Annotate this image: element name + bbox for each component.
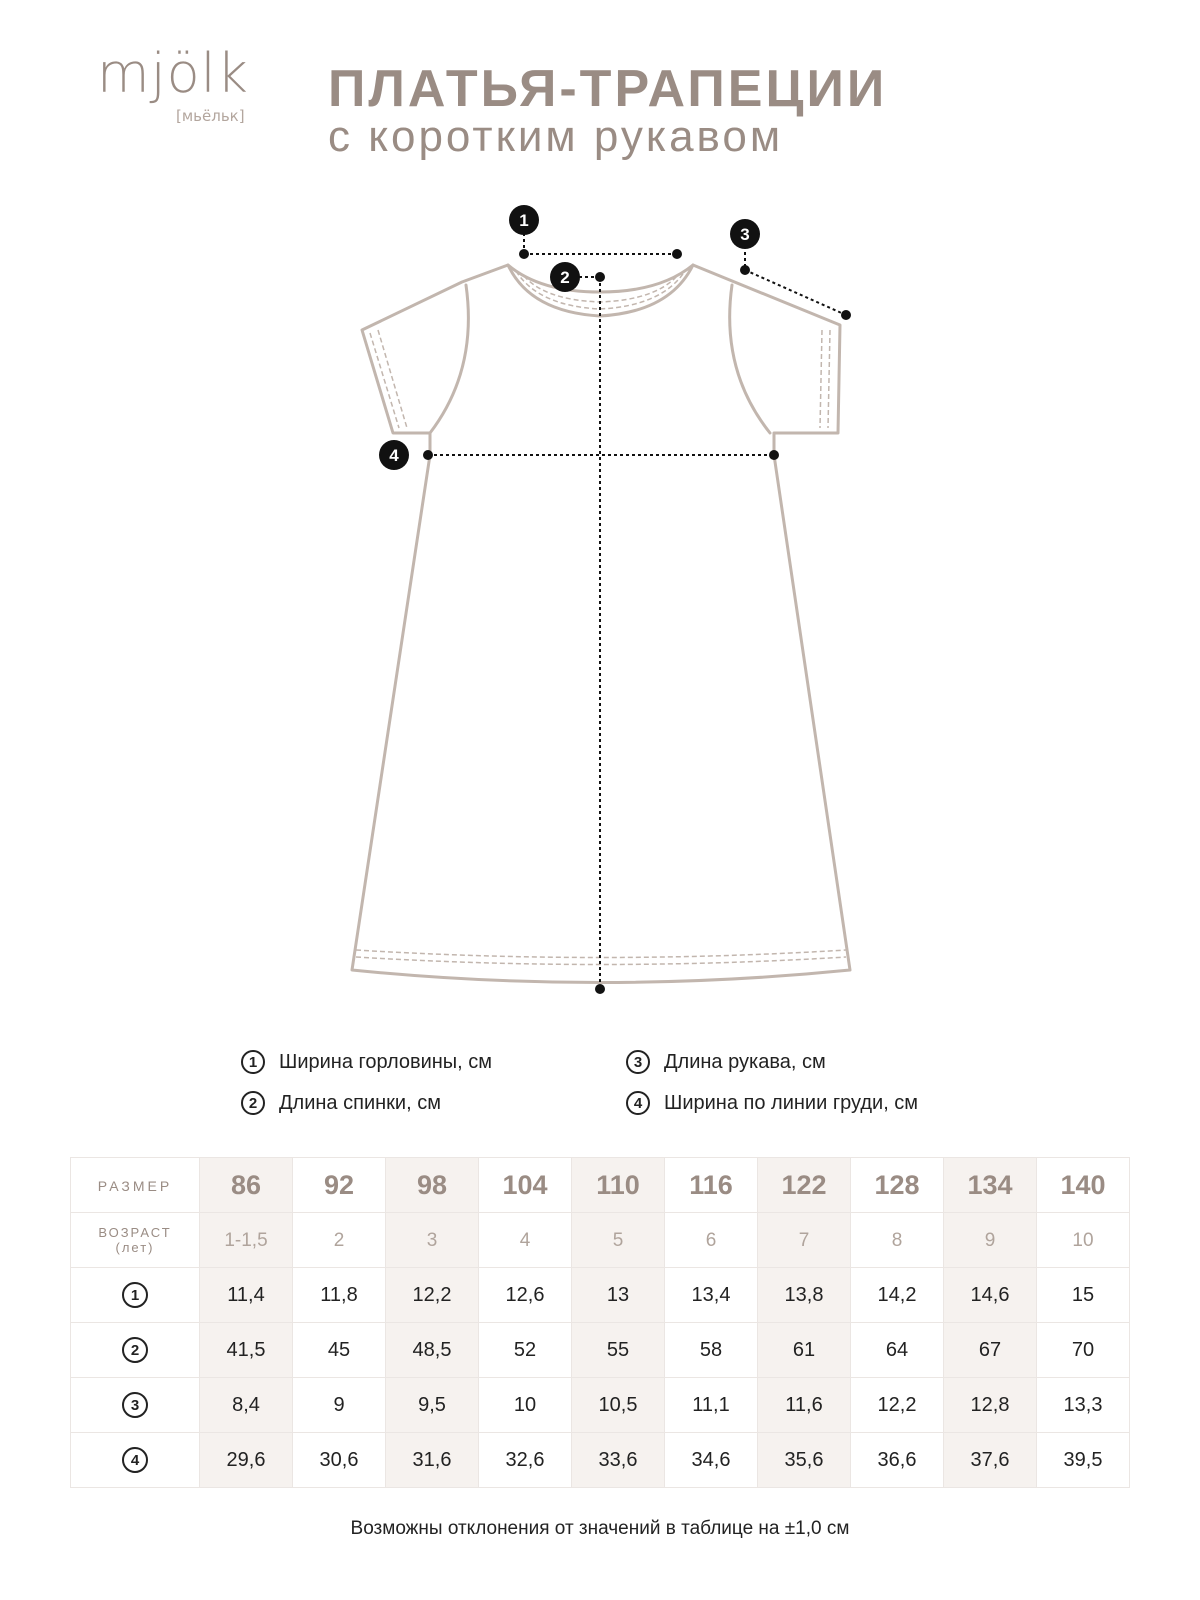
value-cell: 32,6: [479, 1433, 572, 1488]
neck-point-left: [519, 249, 529, 259]
value-cell: 11,6: [758, 1378, 851, 1433]
back-point-bottom: [595, 984, 605, 994]
legend-item-back-length: [241, 1091, 441, 1115]
value-cell: 34,6: [665, 1433, 758, 1488]
value-cell: 10: [479, 1378, 572, 1433]
age-cell: 3: [386, 1213, 479, 1268]
age-header: ВОЗРАСТ (лет): [71, 1213, 200, 1268]
value-cell: 11,4: [200, 1268, 293, 1323]
value-cell: 55: [572, 1323, 665, 1378]
value-cell: 30,6: [293, 1433, 386, 1488]
legend-text: Длина рукава, см: [664, 1050, 826, 1073]
age-cell: 6: [665, 1213, 758, 1268]
sleeve-point-top: [740, 265, 750, 275]
chest-point-left: [423, 450, 433, 460]
sleeve-point-end: [841, 310, 851, 320]
page-title: ПЛАТЬЯ-ТРАПЕЦИИ: [328, 60, 888, 118]
value-cell: 35,6: [758, 1433, 851, 1488]
value-cell: 58: [665, 1323, 758, 1378]
measure-row-sleeve: [71, 1378, 1130, 1433]
legend-number: 2: [241, 1091, 265, 1115]
left-armhole: [430, 285, 468, 433]
value-cell: 48,5: [386, 1323, 479, 1378]
age-row: [71, 1213, 1130, 1268]
marker-1-label: 1: [519, 211, 529, 230]
value-cell: 37,6: [944, 1433, 1037, 1488]
value-cell: 31,6: [386, 1433, 479, 1488]
value-cell: 11,8: [293, 1268, 386, 1323]
age-cell: 2: [293, 1213, 386, 1268]
left-sleeve-stitch-2: [378, 330, 407, 428]
age-cell: 4: [479, 1213, 572, 1268]
size-row: [71, 1158, 1130, 1213]
legend-number: 1: [241, 1050, 265, 1074]
measure-row-neck: [71, 1268, 1130, 1323]
measure-row-chest: [71, 1433, 1130, 1488]
value-cell: 12,2: [386, 1268, 479, 1323]
size-cell: 116: [665, 1158, 758, 1213]
age-cell: 8: [851, 1213, 944, 1268]
right-sleeve-stitch-2: [828, 330, 830, 428]
measure-row-back: [71, 1323, 1130, 1378]
tolerance-footnote: Возможны отклонения от значений в таблице на ±1,0 см: [350, 1518, 850, 1539]
age-cell: 5: [572, 1213, 665, 1268]
legend-number: 4: [626, 1091, 650, 1115]
size-table: [70, 1157, 1130, 1488]
right-sleeve-stitch: [820, 330, 822, 428]
value-cell: 11,1: [665, 1378, 758, 1433]
value-cell: 13,8: [758, 1268, 851, 1323]
age-cell: 1-1,5: [200, 1213, 293, 1268]
marker-3-label: 3: [740, 225, 750, 244]
legend-item-sleeve-length: [626, 1050, 826, 1074]
value-cell: 14,6: [944, 1268, 1037, 1323]
value-cell: 52: [479, 1323, 572, 1378]
size-cell: 92: [293, 1158, 386, 1213]
value-cell: 9,5: [386, 1378, 479, 1433]
legend-item-chest-width: [626, 1091, 918, 1115]
legend-item-neck-width: [241, 1050, 492, 1074]
value-cell: 13,4: [665, 1268, 758, 1323]
value-cell: 13: [572, 1268, 665, 1323]
row-number-cell: 1: [71, 1268, 200, 1323]
size-cell: 122: [758, 1158, 851, 1213]
size-cell: 128: [851, 1158, 944, 1213]
age-cell: 9: [944, 1213, 1037, 1268]
brand-logo-subtitle: [мьёльк]: [176, 107, 245, 125]
value-cell: 70: [1037, 1323, 1130, 1378]
value-cell: 33,6: [572, 1433, 665, 1488]
back-point-top: [595, 272, 605, 282]
value-cell: 12,6: [479, 1268, 572, 1323]
legend-text: Ширина горловины, см: [279, 1050, 493, 1073]
age-cell: 7: [758, 1213, 851, 1268]
value-cell: 64: [851, 1323, 944, 1378]
value-cell: 15: [1037, 1268, 1130, 1323]
row-number-cell: 4: [71, 1433, 200, 1488]
value-cell: 8,4: [200, 1378, 293, 1433]
brand-logo: mjölk: [97, 42, 249, 105]
value-cell: 12,8: [944, 1378, 1037, 1433]
value-cell: 41,5: [200, 1323, 293, 1378]
marker-2-label: 2: [560, 268, 570, 287]
legend-text: Ширина по линии груди, см: [664, 1091, 919, 1114]
left-sleeve-stitch: [370, 333, 399, 428]
value-cell: 10,5: [572, 1378, 665, 1433]
size-cell: 98: [386, 1158, 479, 1213]
size-cell: 140: [1037, 1158, 1130, 1213]
size-cell: 86: [200, 1158, 293, 1213]
size-header: РАЗМЕР: [71, 1158, 200, 1213]
marker-4-label: 4: [389, 446, 399, 465]
legend-number: 3: [626, 1050, 650, 1074]
value-cell: 29,6: [200, 1433, 293, 1488]
page-subtitle: с коротким рукавом: [328, 112, 784, 161]
right-armhole: [730, 285, 770, 433]
value-cell: 36,6: [851, 1433, 944, 1488]
size-cell: 110: [572, 1158, 665, 1213]
row-number-cell: 3: [71, 1378, 200, 1433]
value-cell: 61: [758, 1323, 851, 1378]
size-cell: 134: [944, 1158, 1037, 1213]
value-cell: 9: [293, 1378, 386, 1433]
dress-outline: [352, 265, 850, 983]
legend-text: Длина спинки, см: [279, 1091, 441, 1114]
chest-point-right: [769, 450, 779, 460]
value-cell: 39,5: [1037, 1433, 1130, 1488]
value-cell: 14,2: [851, 1268, 944, 1323]
size-cell: 104: [479, 1158, 572, 1213]
value-cell: 12,2: [851, 1378, 944, 1433]
neck-point-right: [672, 249, 682, 259]
value-cell: 13,3: [1037, 1378, 1130, 1433]
row-number-cell: 2: [71, 1323, 200, 1378]
value-cell: 67: [944, 1323, 1037, 1378]
age-cell: 10: [1037, 1213, 1130, 1268]
value-cell: 45: [293, 1323, 386, 1378]
